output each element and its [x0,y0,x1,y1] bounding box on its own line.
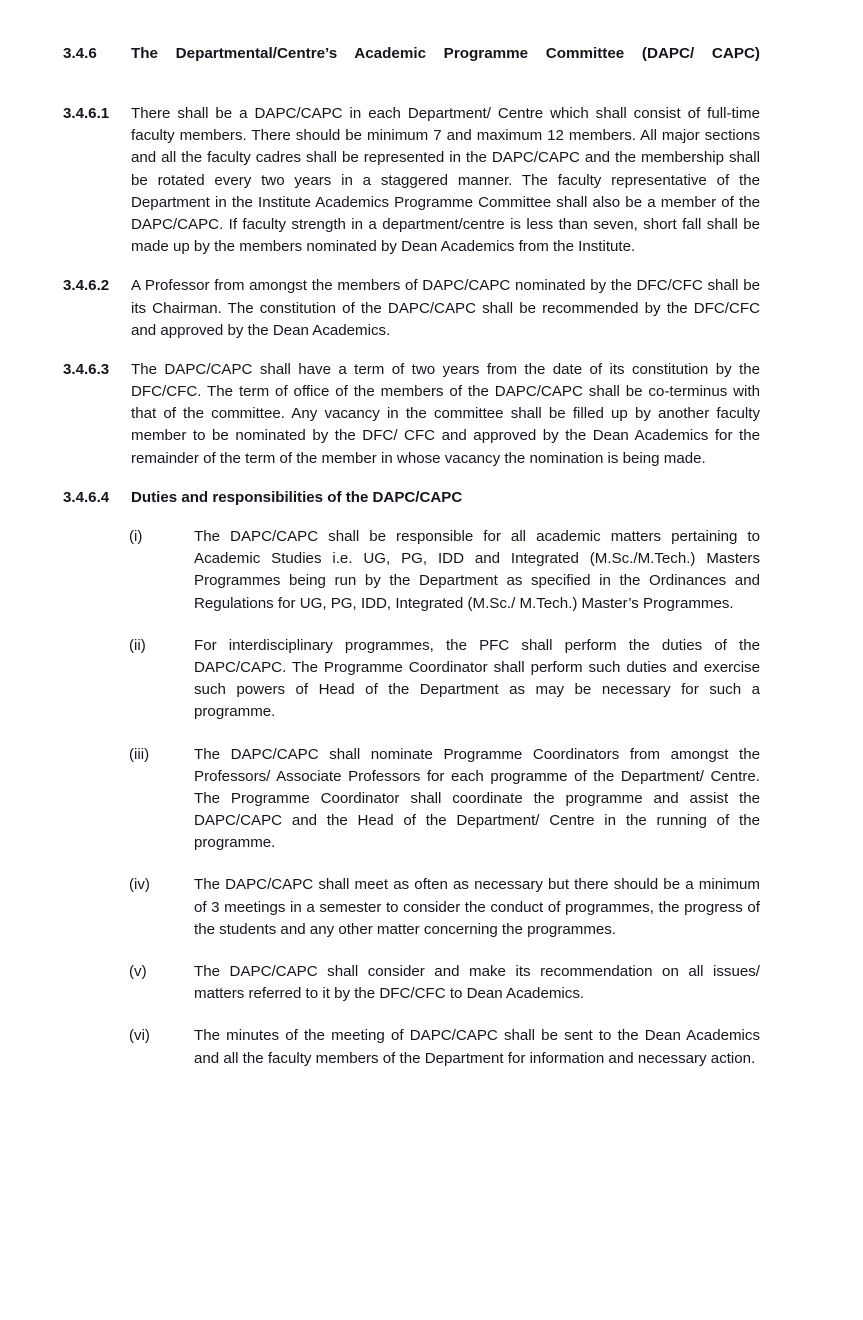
list-item-text: For interdisciplinary programmes, the PFC shall perform the duties of the DAPC/CAPC. The Programme Coordinator shall perform such duties and exercise such powers of Head of the Department as may be necessary for such a programme. [194,636,760,721]
duties-list [63,526,760,1070]
clause-3-4-6-4 [63,487,760,509]
clause-text: There shall be a DAPC/CAPC in each Department/ Centre which shall consist of full-time faculty members. There should be minimum 7 and maximum 12 members. All major sections and all the faculty cadres shall be represented in the DAPC/CAPC and the membership shall be rotated every two years in a staggered manner. The faculty representative of the Department in the Institute Academics Programme Committee shall also be a member of the DAPC/CAPC. If faculty strength in a department/centre is less than seven, short fall shall be made up by the members nominated by Dean Academics from the Institute. [131,105,760,256]
clause-number: 3.4.6.3 [63,360,110,378]
list-item-text: The DAPC/CAPC shall meet as often as necessary but there should be a minimum of 3 meetings in a semester to consider the conduct of programmes, the progress of the students and any other matter concerning the programmes. [194,876,760,938]
list-item-text: The DAPC/CAPC shall nominate Programme Coordinators from amongst the Professors/ Associate Professors for each programme of the Department/ Centre. The Programme Coordinator shall coordinate the programme and assist the DAPC/CAPC and the Head of the Department/ Centre in the running of the programme. [194,745,760,852]
section-heading [63,44,760,85]
list-item-marker: (v) [129,963,147,981]
clause-text: A Professor from amongst the members of DAPC/CAPC nominated by the DFC/CFC shall be its Chairman. The constitution of the DAPC/CAPC shall be recommended by the DFC/CFC and approved by the Dean Academics. [131,277,760,339]
list-item-marker: (i) [129,528,143,546]
list-item-marker: (iv) [129,876,150,894]
list-item-marker: (vi) [129,1027,150,1045]
clause-3-4-6-3 [63,359,760,470]
section-title: The Departmental/Centre’s Academic Programme Committee (DAPC/ CAPC) [131,45,760,62]
clause-number: 3.4.6.1 [63,105,110,123]
list-item [129,526,760,615]
clause-number: 3.4.6.2 [63,277,110,295]
list-item-text: The minutes of the meeting of DAPC/CAPC shall be sent to the Dean Academics and all the faculty members of the Department for information and necessary action. [194,1027,760,1067]
list-item [129,635,760,724]
clause-text: Duties and responsibilities of the DAPC/CAPC [131,488,463,506]
list-item-marker: (ii) [129,636,146,654]
list-item [129,874,760,941]
clause-3-4-6-2 [63,275,760,342]
list-item-marker: (iii) [129,745,150,763]
clause-3-4-6-1 [63,103,760,258]
list-item-text: The DAPC/CAPC shall be responsible for all academic matters pertaining to Academic Studies i.e. UG, PG, IDD and Integrated (M.Sc./M.Tech.) Masters Programmes being run by the Department as specified in the Ordinances and Regulations for UG, PG, IDD, Integrated (M.Sc./ M.Tech.) Master’s Programmes. [194,528,760,612]
clause-number: 3.4.6.4 [63,488,110,506]
list-item [129,961,760,1005]
clause-text: The DAPC/CAPC shall have a term of two years from the date of its constitution by the DFC/CFC. The term of office of the members of the DAPC/CAPC shall be co-terminus with that of the committee. Any vacancy in the committee shall be filled up by another faculty member to be nominated by the DFC/ CFC and approved by the Dean Academics for the remainder of the term of the member in whose vacancy the nomination is being made. [131,360,760,467]
list-item-text: The DAPC/CAPC shall consider and make its recommendation on all issues/ matters referred to it by the DFC/CFC to Dean Academics. [194,963,760,1003]
list-item [129,1025,760,1069]
section-number: 3.4.6 [63,45,97,62]
list-item [129,744,760,855]
